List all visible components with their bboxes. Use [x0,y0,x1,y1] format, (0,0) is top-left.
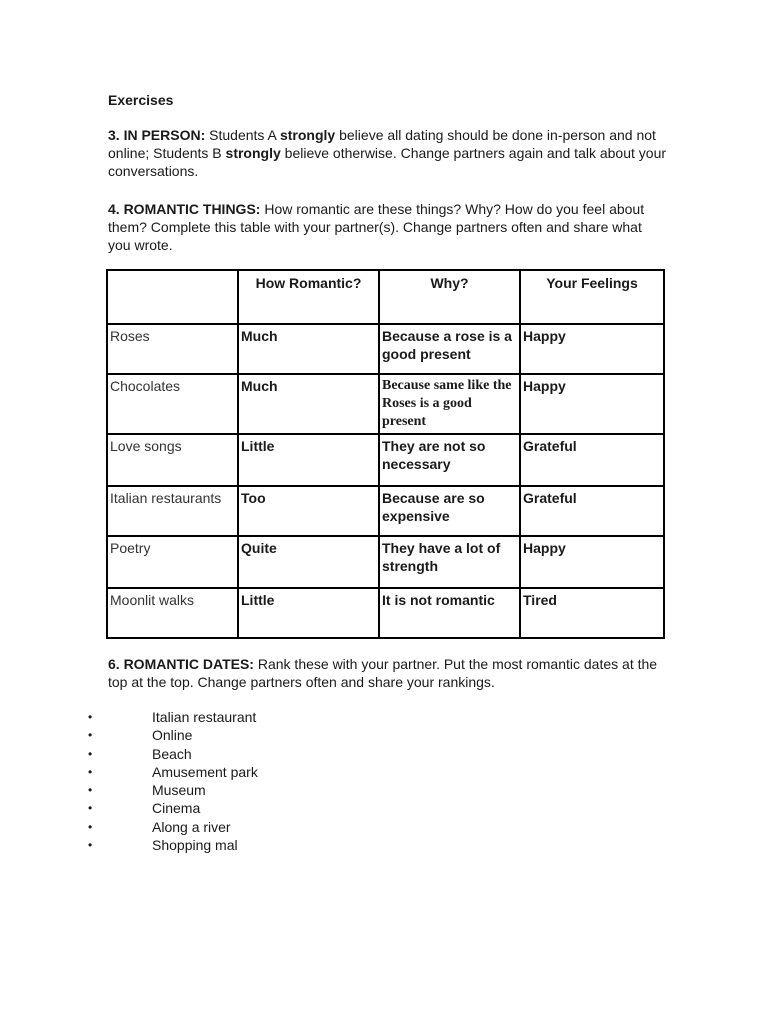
list-item [88,799,258,817]
bullet-icon: • [88,838,93,853]
item-cell: Poetry [107,536,238,588]
list-item-label: Italian restaurant [152,709,257,725]
list-item [88,818,258,836]
bullet-icon: • [88,746,93,761]
item-cell: Roses [107,324,238,374]
bullet-icon: • [88,819,93,834]
list-item [88,781,258,799]
table-row [107,486,664,536]
table-row [107,536,664,588]
list-item-label: Museum [152,782,206,799]
section-6-label: 6. ROMANTIC DATES: [108,656,254,672]
list-item [88,745,258,763]
romantic-dates-list [88,708,258,854]
item-cell: Chocolates [107,374,238,434]
bullet-icon: • [88,783,93,798]
feelings-cell: Happy [520,374,664,434]
list-item-label: Online [152,727,193,744]
item-cell: Italian restaurants [107,486,238,536]
feelings-cell: Tired [520,588,664,638]
header-cell-how-romantic: How Romantic? [238,270,379,324]
list-item [88,763,258,781]
why-cell: Because a rose is a good present [379,324,520,374]
header-cell-empty [107,270,238,324]
table-row [107,374,664,434]
table-row [107,434,664,486]
item-cell: Love songs [107,434,238,486]
list-item [88,726,258,744]
romantic-cell: Little [238,434,379,486]
why-cell: They are not so necessary [379,434,520,486]
list-item [88,836,258,854]
section-3-text-3: believe otherwise. Change partners again and talk about your conversations. [108,145,667,179]
section-4-text: How romantic are these things? Why? How do you feel about them? Complete this table with your partner(s). Change partners often and share what you wrote. [108,201,645,253]
bullet-icon: • [88,710,93,724]
item-cell: Moonlit walks [107,588,238,638]
section-3-text-1: Students A [205,127,280,143]
list-item [88,708,258,726]
section-4-paragraph [108,200,668,254]
section-3-emphasis-2: strongly [225,145,281,161]
page-title: Exercises [108,92,174,108]
romantic-cell: Much [238,374,379,434]
section-4-label: 4. ROMANTIC THINGS: [108,201,261,217]
list-item-label: Beach [152,745,192,762]
list-item-label: Amusement park [152,763,258,780]
bullet-icon: • [88,801,93,816]
section-3-paragraph [108,126,668,180]
romantic-cell: Little [238,588,379,638]
section-6-text: Rank these with your partner. Put the most romantic dates at the top at the top. Change partners often and share your rankings. [108,656,658,690]
romantic-cell: Too [238,486,379,536]
feelings-cell: Happy [520,536,664,588]
list-item-label: Shopping mal [152,837,238,854]
why-cell: Because same like the Roses is a good present [379,374,520,434]
feelings-cell: Grateful [520,486,664,536]
section-3-emphasis-1: strongly [279,127,336,143]
feelings-cell: Grateful [520,434,664,486]
list-item-label: Along a river [152,818,231,835]
header-cell-why: Why? [379,270,520,324]
table-row [107,324,664,374]
bullet-icon: • [88,764,93,779]
section-6-paragraph [108,655,668,691]
romantic-cell: Quite [238,536,379,588]
why-cell: Because are so expensive [379,486,520,536]
bullet-icon: • [88,728,93,743]
table-row [107,588,664,638]
section-3-text-2: believe all dating should be done in-person and not online; Students B [108,127,656,161]
romantic-things-table [106,269,665,639]
feelings-cell: Happy [520,324,664,374]
why-cell: They have a lot of strength [379,536,520,588]
header-cell-your-feelings: Your Feelings [520,270,664,324]
romantic-cell: Much [238,324,379,374]
section-3-label: 3. IN PERSON: [108,127,206,143]
why-cell: It is not romantic [379,588,520,638]
table-header-row [107,270,664,324]
list-item-label: Cinema [152,800,201,817]
